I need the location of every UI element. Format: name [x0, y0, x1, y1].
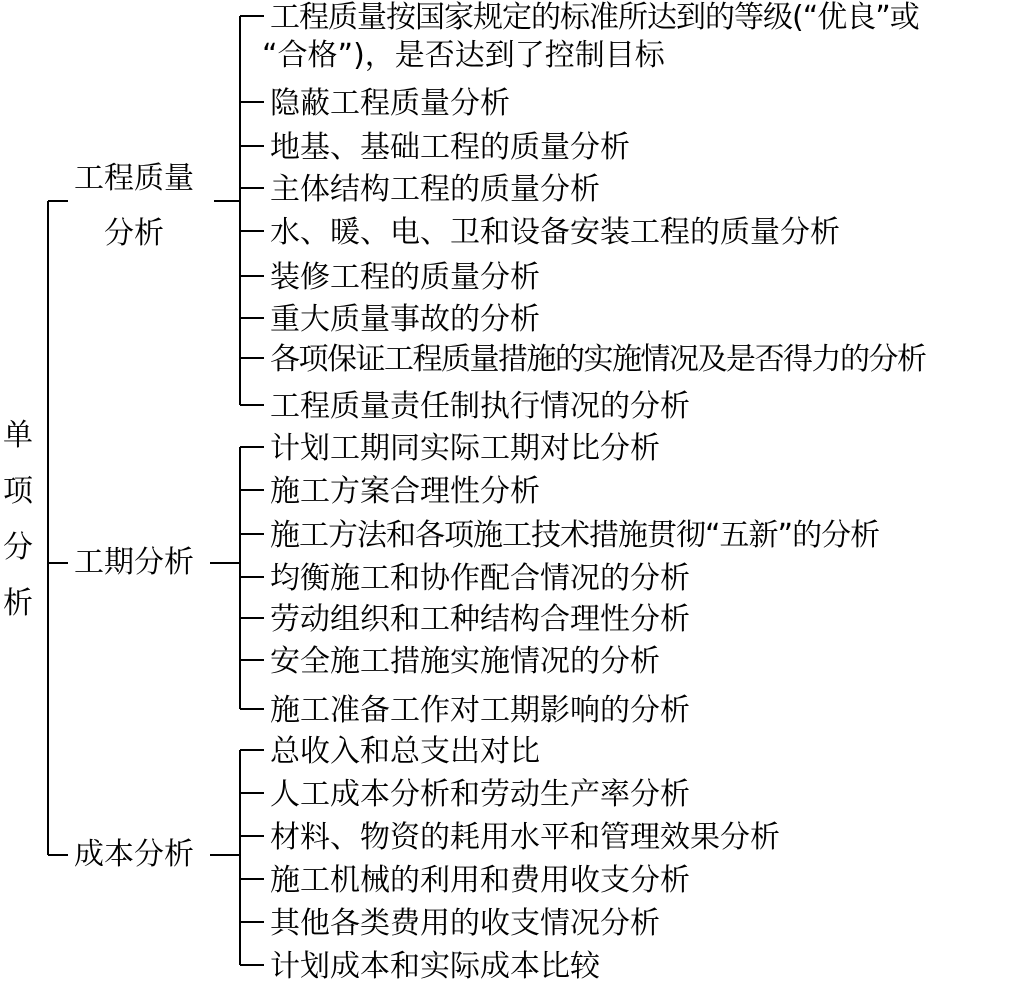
list-item: “合格”)，是否达到了控制目标	[262, 38, 665, 73]
list-item: 主体结构工程的质量分析	[270, 172, 600, 207]
list-item: 重大质量事故的分析	[270, 302, 540, 337]
list-item: 隐蔽工程质量分析	[270, 86, 510, 121]
root-label-char: 项	[3, 474, 33, 509]
group-label-quality-line2: 分析	[104, 216, 164, 251]
list-item: 计划工期同实际工期对比分析	[270, 431, 660, 466]
list-item: 施工方案合理性分析	[270, 474, 540, 509]
list-item: 各项保证工程质量措施的实施情况及是否得力的分析	[270, 342, 926, 377]
list-item: 总收入和总支出对比	[270, 734, 540, 769]
root-label-char: 单	[3, 418, 33, 453]
list-item: 工程质量按国家规定的标准所达到的等级(“优良”或	[270, 0, 919, 35]
group-label-quality: 工程质量	[74, 161, 194, 196]
list-item: 装修工程的质量分析	[270, 260, 540, 295]
list-item: 安全施工措施实施情况的分析	[270, 644, 660, 679]
list-item: 施工机械的利用和费用收支分析	[270, 863, 690, 898]
list-item: 劳动组织和工种结构合理性分析	[270, 602, 690, 637]
list-item: 人工成本分析和劳动生产率分析	[270, 777, 690, 812]
list-item: 均衡施工和协作配合情况的分析	[270, 561, 690, 596]
list-item: 工程质量责任制执行情况的分析	[270, 389, 690, 424]
group-label-schedule: 工期分析	[74, 545, 194, 580]
group-label-cost: 成本分析	[74, 837, 194, 872]
list-item: 水、暖、电、卫和设备安装工程的质量分析	[270, 215, 840, 250]
list-item: 其他各类费用的收支情况分析	[270, 906, 660, 941]
list-item: 计划成本和实际成本比较	[270, 949, 600, 984]
list-item: 地基、基础工程的质量分析	[270, 130, 630, 165]
list-item: 施工准备工作对工期影响的分析	[270, 693, 690, 728]
root-label-char: 分	[3, 530, 33, 565]
list-item: 施工方法和各项施工技术措施贯彻“五新”的分析	[270, 518, 880, 553]
list-item: 材料、物资的耗用水平和管理效果分析	[270, 820, 780, 855]
root-label-char: 析	[3, 586, 33, 621]
